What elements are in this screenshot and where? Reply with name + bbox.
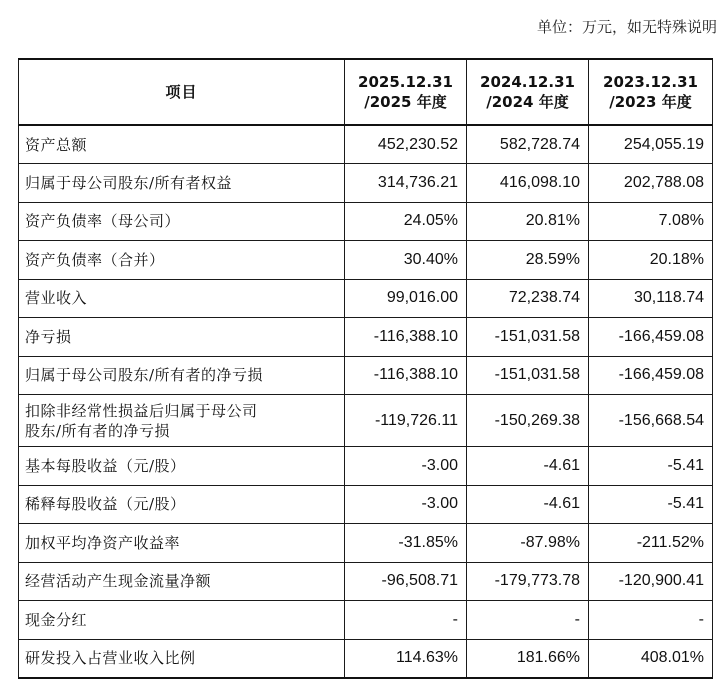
cell-2025: 114.63% — [345, 639, 467, 678]
cell-2024: 416,098.10 — [467, 164, 589, 203]
row-label: 加权平均净资产收益率 — [19, 524, 345, 563]
row-label: 归属于母公司股东/所有者权益 — [19, 164, 345, 203]
table-row — [19, 202, 713, 241]
cell-2023: 30,118.74 — [589, 279, 713, 318]
row-label: 资产总额 — [19, 125, 345, 164]
table-row — [19, 318, 713, 357]
table-row — [19, 279, 713, 318]
row-label: 现金分红 — [19, 601, 345, 640]
cell-2024: -151,031.58 — [467, 318, 589, 357]
row-label: 研发投入占营业收入比例 — [19, 639, 345, 678]
table-row — [19, 447, 713, 486]
table-body — [19, 125, 713, 678]
table-row — [19, 524, 713, 563]
header-2023-year: /2023 年度 — [609, 93, 692, 111]
cell-2023: -5.41 — [589, 447, 713, 486]
table-row — [19, 164, 713, 203]
cell-2024: -151,031.58 — [467, 356, 589, 395]
header-item: 项目 — [19, 59, 345, 125]
cell-2025: -96,508.71 — [345, 562, 467, 601]
row-label: 归属于母公司股东/所有者的净亏损 — [19, 356, 345, 395]
cell-2024: - — [467, 601, 589, 640]
cell-2023: 408.01% — [589, 639, 713, 678]
table-row — [19, 485, 713, 524]
row-label — [19, 395, 345, 447]
table-row — [19, 356, 713, 395]
cell-2025: 99,016.00 — [345, 279, 467, 318]
cell-2023: -166,459.08 — [589, 318, 713, 357]
cell-2024: -87.98% — [467, 524, 589, 563]
cell-2024: 20.81% — [467, 202, 589, 241]
table-row — [19, 601, 713, 640]
header-2025-date: 2025.12.31 — [358, 73, 453, 91]
cell-2025: -3.00 — [345, 447, 467, 486]
cell-2025: - — [345, 601, 467, 640]
table-row — [19, 562, 713, 601]
row-label: 稀释每股收益（元/股） — [19, 485, 345, 524]
cell-2025: 452,230.52 — [345, 125, 467, 164]
table-row — [19, 639, 713, 678]
cell-2024: 72,238.74 — [467, 279, 589, 318]
cell-2023: -120,900.41 — [589, 562, 713, 601]
header-2024-date: 2024.12.31 — [480, 73, 575, 91]
row-label: 净亏损 — [19, 318, 345, 357]
cell-2023: 202,788.08 — [589, 164, 713, 203]
cell-2023: -156,668.54 — [589, 395, 713, 447]
cell-2024: 582,728.74 — [467, 125, 589, 164]
table-row — [19, 125, 713, 164]
cell-2024: -150,269.38 — [467, 395, 589, 447]
cell-2023: 254,055.19 — [589, 125, 713, 164]
cell-2023: 20.18% — [589, 241, 713, 280]
row-label-line2: 股东/所有者的净亏损 — [25, 421, 171, 440]
table-row — [19, 395, 713, 447]
header-2023 — [589, 59, 713, 125]
row-label: 资产负债率（母公司） — [19, 202, 345, 241]
cell-2023: 7.08% — [589, 202, 713, 241]
header-2025-year: /2025 年度 — [364, 93, 447, 111]
cell-2025: 314,736.21 — [345, 164, 467, 203]
cell-2025: 24.05% — [345, 202, 467, 241]
financial-summary-table — [18, 58, 713, 679]
cell-2024: -179,773.78 — [467, 562, 589, 601]
cell-2023: -5.41 — [589, 485, 713, 524]
row-label: 营业收入 — [19, 279, 345, 318]
cell-2023: - — [589, 601, 713, 640]
table-header — [19, 59, 713, 125]
cell-2024: -4.61 — [467, 485, 589, 524]
table-row — [19, 241, 713, 280]
row-label: 经营活动产生现金流量净额 — [19, 562, 345, 601]
cell-2024: 28.59% — [467, 241, 589, 280]
row-label: 基本每股收益（元/股） — [19, 447, 345, 486]
cell-2025: -116,388.10 — [345, 318, 467, 357]
header-2024 — [467, 59, 589, 125]
header-row — [19, 59, 713, 125]
cell-2025: 30.40% — [345, 241, 467, 280]
cell-2024: -4.61 — [467, 447, 589, 486]
cell-2025: -119,726.11 — [345, 395, 467, 447]
header-2023-date: 2023.12.31 — [603, 73, 698, 91]
unit-note: 单位：万元，如无特殊说明 — [536, 18, 717, 36]
cell-2024: 181.66% — [467, 639, 589, 678]
row-label: 资产负债率（合并） — [19, 241, 345, 280]
cell-2025: -31.85% — [345, 524, 467, 563]
cell-2025: -116,388.10 — [345, 356, 467, 395]
cell-2025: -3.00 — [345, 485, 467, 524]
header-2025 — [345, 59, 467, 125]
cell-2023: -211.52% — [589, 524, 713, 563]
row-label-line1: 扣除非经常性损益后归属于母公司 — [25, 401, 258, 420]
cell-2023: -166,459.08 — [589, 356, 713, 395]
header-2024-year: /2024 年度 — [486, 93, 569, 111]
